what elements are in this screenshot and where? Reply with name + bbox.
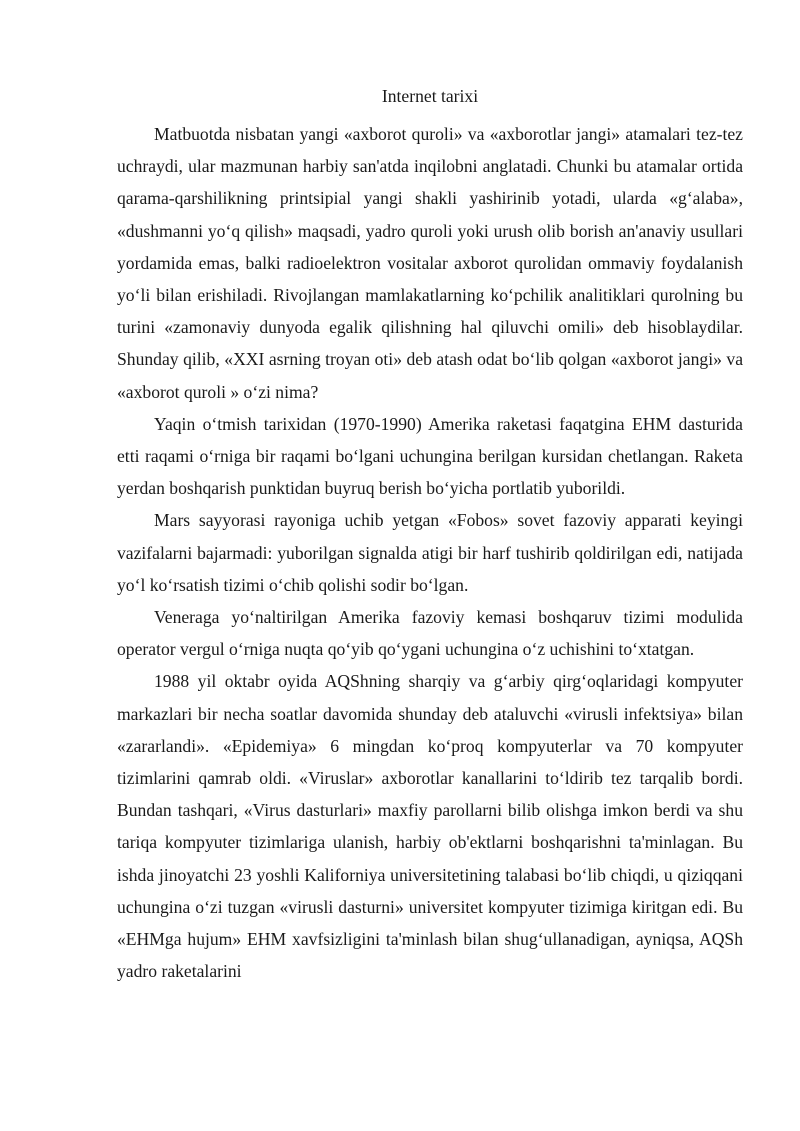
paragraph-virus-epidemic-1988: 1988 yil oktabr oyida AQShning sharqiy va g‘arbiy qirg‘oqlaridagi kompyuter markazlari bir necha soatlar davomida shunday deb ataluvchi «virusli infektsiya» bilan «zararlandi». «Epidemiya» 6 mingdan ko‘proq kompyuterlar va 70 kompyuter tizimlarini qamrab oldi. «Viruslar» axborotlar kanallarini to‘ldirib tez tarqalib bordi. Bundan tashqari, «Virus dasturlari» maxfiy parollarni bilib olishga imkon berdi va shu tariqa kompyuter tizimlariga ulanish, harbiy ob'ektlarni boshqarishni ta'minlagan. Bu ishda jinoyatchi 23 yoshli Kaliforniya universitetining talabasi bo‘lib chiqdi, u qiziqqani uchungina o‘zi tuzgan «virusli dasturni» universitet kompyuter tizimiga kiritgan edi. Bu «EHMga hujum» EHM xavfsizligini ta'minlash bilan shug‘ullanadigan, ayniqsa, AQSh yadro raketalarini [117,671,743,982]
paragraph-information-weapons: Matbuotda nisbatan yangi «axborot quroli» va «axborotlar jangi» atamalari tez-tez uchraydi, ular mazmunan harbiy san'atda inqilobni anglatadi. Chunki bu atamalar ortida qarama-qarshilikning printsipial yangi shakli yashirinib yotadi, ularda «g‘alaba», «dushmanni yo‘q qilish» maqsadi, yadro quroli yoki urush olib borish an'anaviy usullari yordamida emas, balki radioelektron vositalar axborot qurolidan ommaviy foydalanish yo‘li bilan erishiladi. Rivojlangan mamlakatlarning ko‘pchilik analitiklari qurolning bu turini «zamonaviy dunyoda egalik qilishning hal qiluvchi omili» deb hisoblaydilar. Shunday qilib, «XXI asrning troyan oti» deb atash odat bo‘lib qolgan «axborot jangi» va «axborot quroli » o‘zi nima? [117,124,743,402]
document-title: Internet tarixi [381,86,479,106]
paragraph-american-rocket: Yaqin o‘tmish tarixidan (1970-1990) Amerika raketasi faqatgina EHM dasturida etti raqami o‘rniga bir raqami bo‘lgani uchungina berilgan kursidan chetlangan. Raketa yerdan boshqarish punktidan buyruq berish bo‘yicha portlatib yuborildi. [117,413,743,499]
paragraph-fobos-apparatus: Mars sayyorasi rayoniga uchib yetgan «Fobos» sovet fazoviy apparati keyingi vazifalarni bajarmadi: yuborilgan signalda atigi bir harf tushirib qoldirilgan edi, natijada yo‘l ko‘rsatish tizimi o‘chib qolishi sodir bo‘lgan. [117,510,743,595]
paragraph-venus-spacecraft: Veneraga yo‘naltirilgan Amerika fazoviy kemasi boshqaruv tizimi modulida operator vergul o‘rniga nuqta qo‘yib qo‘ygani uchungina o‘z uchishini to‘xtatgan. [117,607,743,660]
